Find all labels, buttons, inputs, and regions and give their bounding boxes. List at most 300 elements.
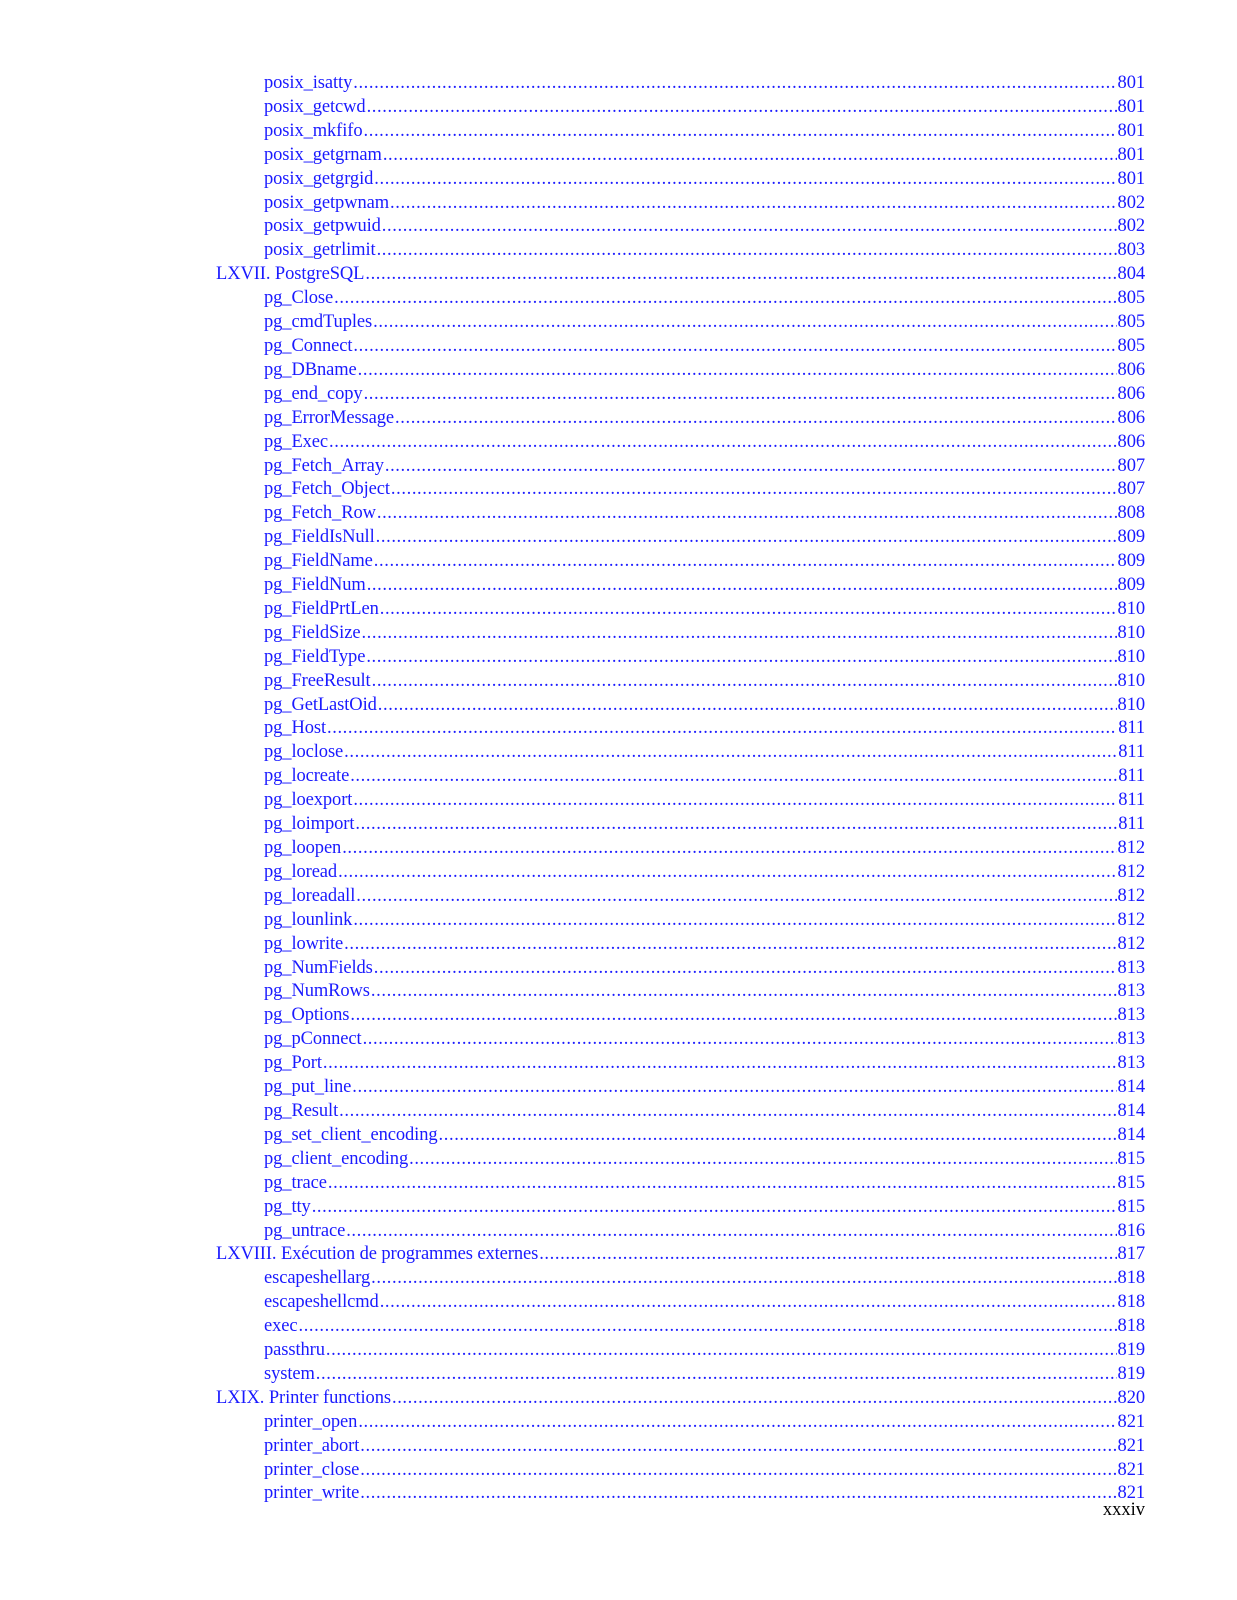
toc-entry-link[interactable] [264,765,1145,789]
dot-leader [366,646,1116,670]
toc-entry-link[interactable] [264,1148,1145,1172]
toc-entry-link[interactable] [264,239,1145,263]
dot-leader [338,861,1116,885]
toc-entry-link[interactable] [264,287,1145,311]
toc-entry-title: pg_loexport [264,790,353,811]
dot-leader [376,526,1117,550]
toc-entry-page: 811 [1118,790,1145,811]
toc-entry-title: system [264,1363,315,1384]
toc-entry-page: 810 [1117,646,1145,667]
dot-leader [367,574,1117,598]
dot-leader [353,789,1117,813]
toc-entry-page: 812 [1117,861,1145,882]
toc-entry-title: pg_loreadall [264,885,356,906]
toc-entry-page: 809 [1117,575,1145,596]
toc-entry-title: pg_NumRows [264,981,370,1002]
toc-entry-title: pg_lounlink [264,909,353,930]
toc-entry [0,909,1237,933]
toc-entry-link[interactable] [216,1243,1145,1267]
dot-leader [364,120,1117,144]
dot-leader [329,431,1117,455]
toc-entry-page: 819 [1117,1340,1145,1361]
toc-entry-title: pg_client_encoding [264,1148,409,1169]
dot-leader [363,1028,1117,1052]
toc-entry [0,502,1237,526]
toc-entry-page: 815 [1117,1196,1145,1217]
toc-entry-link[interactable] [264,455,1145,479]
dot-leader [382,215,1117,239]
dot-leader [377,502,1117,526]
toc-entry-title: pg_Options [264,1005,350,1026]
toc-entry-page: 821 [1117,1483,1145,1504]
toc-entry-link[interactable] [264,1435,1145,1459]
toc-entry [0,1220,1237,1244]
dot-leader [356,885,1116,909]
dot-leader [371,1267,1116,1291]
toc-entry-page: 805 [1117,288,1145,309]
toc-entry [0,311,1237,335]
dot-leader [371,980,1117,1004]
page-number: xxxiv [1102,1500,1145,1520]
toc-entry [0,1124,1237,1148]
toc-entry-title: pg_Result [264,1100,339,1121]
toc-entry [0,1459,1237,1483]
toc-entry-page: 801 [1117,96,1145,117]
toc-entry-link[interactable] [264,646,1145,670]
toc-entry-link[interactable] [264,1076,1145,1100]
dot-leader [380,1291,1117,1315]
toc-entry [0,239,1237,263]
toc-entry-link[interactable] [264,144,1145,168]
toc-entry [0,789,1237,813]
toc-entry-page: 813 [1117,1005,1145,1026]
dot-leader [385,455,1117,479]
toc-entry-title: pg_put_line [264,1077,352,1098]
toc-entry-title: escapeshellcmd [264,1292,379,1313]
dot-leader [391,478,1117,502]
toc-entry-page: 810 [1117,670,1145,691]
toc-entry-link[interactable] [264,192,1145,216]
toc-entry-page: 801 [1117,120,1145,141]
toc-entry-title: pg_loopen [264,838,342,858]
toc-entry-page: 812 [1117,933,1145,954]
table-of-contents [0,72,1237,1506]
toc-entry-page: 806 [1117,407,1145,428]
toc-entry [0,1339,1237,1363]
toc-entry-link[interactable] [264,215,1145,239]
toc-entry-page: 814 [1117,1124,1145,1145]
dot-leader [374,168,1116,192]
toc-entry-link[interactable] [264,1482,1145,1506]
toc-entry-page: 803 [1117,240,1145,261]
toc-entry [0,837,1237,861]
toc-entry [0,335,1237,359]
toc-entry-page: 807 [1117,479,1145,500]
toc-entry [0,670,1237,694]
toc-entry-title: pg_Host [264,718,326,739]
dot-leader [353,335,1116,359]
toc-entry-link[interactable] [264,478,1145,502]
toc-entry-link[interactable] [264,1172,1145,1196]
toc-entry-page: 818 [1117,1268,1145,1289]
toc-entry-title: pg_loimport [264,814,355,835]
toc-entry [0,215,1237,239]
toc-entry-link[interactable] [264,813,1145,837]
toc-entry-link[interactable] [264,1339,1145,1363]
toc-entry-title: pg_tty [264,1196,311,1217]
toc-entry [0,455,1237,479]
dot-leader [344,933,1116,957]
toc-entry-page: 814 [1117,1100,1145,1121]
toc-entry-title: posix_mkfifo [264,120,363,141]
toc-entry-page: 810 [1117,622,1145,643]
toc-entry-link[interactable] [264,909,1145,933]
toc-entry-page: 815 [1117,1148,1145,1169]
toc-entry [0,1267,1237,1291]
toc-entry-link[interactable] [264,407,1145,431]
toc-entry-page: 821 [1117,1435,1145,1456]
dot-leader [390,192,1117,216]
dot-leader [439,1124,1117,1148]
toc-entry-page: 806 [1117,383,1145,404]
toc-entry-title: pg_FieldNum [264,575,366,596]
toc-entry [0,574,1237,598]
dot-leader [360,1435,1116,1459]
toc-entry-title: pg_Close [264,288,334,309]
toc-entry-title: pg_trace [264,1172,327,1193]
toc-entry [0,431,1237,455]
toc-entry [0,957,1237,981]
toc-entry-link[interactable] [264,574,1145,598]
toc-entry-title: posix_isatty [264,73,353,93]
toc-entry-link[interactable] [264,598,1145,622]
toc-entry-link[interactable] [264,789,1145,813]
toc-entry-title: pg_DBname [264,359,357,380]
toc-entry-link[interactable] [264,1267,1145,1291]
toc-entry [0,717,1237,741]
toc-entry-page: 818 [1117,1292,1145,1313]
toc-entry-page: 802 [1117,192,1145,213]
toc-entry-link[interactable] [264,1004,1145,1028]
toc-entry-page: 809 [1117,551,1145,572]
dot-leader [327,717,1117,741]
toc-entry [0,1291,1237,1315]
toc-chapter-entry [0,1387,1237,1411]
toc-entry-title: pg_ErrorMessage [264,407,395,428]
dot-leader [380,598,1117,622]
toc-entry-page: 811 [1118,742,1145,763]
toc-entry-page: 818 [1117,1316,1145,1337]
toc-entry-page: 812 [1117,885,1145,906]
toc-entry-page: 802 [1117,216,1145,237]
toc-entry-link[interactable] [264,1196,1145,1220]
toc-entry-title: pg_locreate [264,766,350,787]
toc-entry-link[interactable] [264,1363,1145,1387]
toc-entry-title: posix_getpwnam [264,192,390,213]
toc-entry-title: pg_untrace [264,1220,346,1241]
toc-entry [0,168,1237,192]
toc-entry-link[interactable] [264,120,1145,144]
toc-entry-title: pg_set_client_encoding [264,1124,438,1145]
toc-entry-link[interactable] [264,383,1145,407]
toc-entry-page: 819 [1117,1363,1145,1384]
toc-entry-page: 812 [1117,909,1145,930]
toc-entry-link[interactable] [264,694,1145,718]
toc-entry-page: 805 [1117,335,1145,356]
dot-leader [353,72,1116,96]
toc-entry-title: pg_pConnect [264,1029,362,1050]
dot-leader [358,1411,1116,1435]
toc-entry-title: pg_FieldType [264,646,366,667]
toc-chapter-entry [0,263,1237,287]
dot-leader [350,1004,1116,1028]
dot-leader [350,765,1117,789]
dot-leader [328,1172,1117,1196]
toc-entry-link[interactable] [264,550,1145,574]
toc-entry-page: 806 [1117,359,1145,380]
toc-entry-title: pg_Port [264,1053,322,1074]
dot-leader [298,1315,1116,1339]
toc-entry-title: posix_getcwd [264,96,366,117]
toc-entry-title: pg_cmdTuples [264,312,373,333]
toc-entry [0,1315,1237,1339]
dot-leader [355,813,1117,837]
toc-entry-title: pg_FieldSize [264,622,361,643]
dot-leader [312,1196,1117,1220]
toc-entry-link[interactable] [264,1220,1145,1244]
dot-leader [383,144,1117,168]
toc-entry-page: 815 [1117,1172,1145,1193]
toc-entry-title: pg_GetLastOid [264,694,377,715]
toc-entry-link[interactable] [264,1459,1145,1483]
toc-entry-title: printer_write [264,1483,360,1504]
toc-entry-link[interactable] [264,861,1145,885]
toc-entry-link[interactable] [264,1028,1145,1052]
toc-entry [0,192,1237,216]
toc-entry-title: pg_end_copy [264,383,363,404]
toc-entry-title: LXVII. PostgreSQL [216,264,365,285]
toc-entry-title: LXIX. Printer functions [216,1387,391,1408]
toc-entry-page: 813 [1117,957,1145,978]
toc-entry-page: 806 [1117,431,1145,452]
toc-entry-title: printer_close [264,1459,360,1480]
toc-entry-page: 807 [1117,455,1145,476]
dot-leader [392,1387,1117,1411]
dot-leader [374,957,1117,981]
dot-leader [409,1148,1116,1172]
toc-entry-page: 811 [1118,814,1145,835]
toc-entry [0,96,1237,120]
toc-entry-link[interactable] [264,741,1145,765]
toc-entry [0,741,1237,765]
toc-entry [0,694,1237,718]
toc-entry-link[interactable] [216,263,1145,287]
toc-entry-link[interactable] [264,1291,1145,1315]
toc-entry-link[interactable] [264,1100,1145,1124]
toc-entry-title: posix_getpwuid [264,216,381,237]
toc-entry [0,1028,1237,1052]
toc-entry-title: pg_NumFields [264,957,373,978]
toc-entry-link[interactable] [264,1411,1145,1435]
toc-entry [0,526,1237,550]
toc-entry-link[interactable] [264,957,1145,981]
dot-leader [373,311,1116,335]
toc-entry-title: pg_Fetch_Object [264,479,390,500]
toc-entry-title: pg_FieldName [264,551,373,572]
toc-entry [0,1482,1237,1506]
toc-entry [0,144,1237,168]
toc-entry-page: 811 [1118,718,1145,739]
toc-entry-page: 808 [1117,503,1145,524]
toc-entry-title: posix_getgrnam [264,144,382,165]
toc-entry-link[interactable] [264,933,1145,957]
toc-entry-title: printer_open [264,1411,358,1432]
toc-entry-page: 813 [1117,981,1145,1002]
toc-entry-title: pg_Exec [264,431,329,452]
toc-entry-link[interactable] [264,980,1145,1004]
toc-entry [0,1100,1237,1124]
toc-entry-link[interactable] [216,1387,1145,1411]
toc-entry [0,646,1237,670]
toc-entry-link[interactable] [264,837,1145,861]
toc-entry-title: pg_lowrite [264,933,344,954]
toc-entry-page: 811 [1118,766,1145,787]
dot-leader [374,550,1117,574]
toc-entry-link[interactable] [264,622,1145,646]
toc-entry-page: 810 [1117,598,1145,619]
toc-entry-link[interactable] [264,431,1145,455]
toc-entry-link[interactable] [264,311,1145,335]
toc-entry-page: 805 [1117,312,1145,333]
toc-entry-page: 801 [1117,73,1145,93]
toc-entry-page: 801 [1117,168,1145,189]
toc-entry [0,120,1237,144]
dot-leader [378,694,1117,718]
toc-entry [0,1196,1237,1220]
dot-leader [316,1363,1117,1387]
dot-leader [323,1052,1117,1076]
dot-leader [372,670,1117,694]
toc-entry [0,287,1237,311]
toc-entry [0,1411,1237,1435]
toc-entry-link[interactable] [264,885,1145,909]
toc-entry [0,980,1237,1004]
toc-entry-page: 801 [1117,144,1145,165]
toc-entry-title: pg_FreeResult [264,670,371,691]
dot-leader [346,1220,1116,1244]
toc-entry-page: 816 [1117,1220,1145,1241]
toc-entry-page: 813 [1117,1029,1145,1050]
toc-entry [0,72,1237,96]
toc-entry [0,407,1237,431]
toc-entry-title: posix_getgrgid [264,168,374,189]
toc-entry-link[interactable] [264,335,1145,359]
toc-entry [0,359,1237,383]
toc-entry [0,598,1237,622]
toc-entry-title: pg_FieldIsNull [264,527,375,548]
toc-entry [0,861,1237,885]
toc-entry-link[interactable] [264,1124,1145,1148]
toc-entry-title: pg_Fetch_Row [264,503,376,524]
dot-leader [334,287,1116,311]
toc-entry-link[interactable] [264,72,1145,96]
toc-entry [0,622,1237,646]
toc-entry-page: 817 [1117,1244,1145,1265]
toc-entry [0,478,1237,502]
toc-entry-title: LXVIII. Exécution de programmes externes [216,1244,539,1265]
toc-entry-title: pg_loread [264,861,338,882]
dot-leader [367,96,1117,120]
toc-entry [0,933,1237,957]
toc-entry [0,383,1237,407]
dot-leader [358,359,1117,383]
toc-entry-link[interactable] [264,96,1145,120]
toc-entry [0,1148,1237,1172]
toc-entry [0,550,1237,574]
toc-entry-link[interactable] [264,168,1145,192]
toc-entry-link[interactable] [264,717,1145,741]
dot-leader [360,1459,1116,1483]
dot-leader [377,239,1117,263]
toc-entry [0,1363,1237,1387]
toc-entry [0,813,1237,837]
toc-entry-link[interactable] [264,502,1145,526]
toc-entry-title: pg_FieldPrtLen [264,598,379,619]
toc-entry [0,1004,1237,1028]
toc-entry-title: pg_Fetch_Array [264,455,384,476]
toc-entry-link[interactable] [264,526,1145,550]
dot-leader [352,1076,1116,1100]
dot-leader [365,263,1116,287]
dot-leader [395,407,1117,431]
toc-entry-link[interactable] [264,670,1145,694]
toc-entry-title: pg_Connect [264,335,353,356]
toc-entry-title: escapeshellarg [264,1268,371,1289]
toc-entry-page: 814 [1117,1077,1145,1098]
toc-entry-title: printer_abort [264,1435,360,1456]
toc-entry-link[interactable] [264,1315,1145,1339]
toc-entry-title: passthru [264,1340,325,1361]
toc-entry-link[interactable] [264,1052,1145,1076]
toc-entry [0,1052,1237,1076]
toc-entry-page: 821 [1117,1411,1145,1432]
toc-entry-page: 804 [1117,264,1145,285]
dot-leader [344,741,1117,765]
toc-entry-page: 820 [1117,1387,1145,1408]
dot-leader [326,1339,1117,1363]
dot-leader [539,1243,1116,1267]
dot-leader [364,383,1117,407]
dot-leader [342,837,1116,861]
toc-entry-page: 821 [1117,1459,1145,1480]
toc-entry [0,1076,1237,1100]
toc-entry-title: pg_loclose [264,742,344,763]
dot-leader [361,622,1116,646]
toc-chapter-entry [0,1243,1237,1267]
dot-leader [353,909,1116,933]
toc-entry-title: posix_getrlimit [264,240,376,261]
toc-entry-page: 813 [1117,1053,1145,1074]
toc-entry [0,1435,1237,1459]
dot-leader [339,1100,1116,1124]
toc-entry-link[interactable] [264,359,1145,383]
toc-entry [0,1172,1237,1196]
toc-entry [0,765,1237,789]
toc-entry-page: 810 [1117,694,1145,715]
toc-entry-page: 812 [1117,838,1145,858]
toc-entry-title: exec [264,1316,298,1337]
toc-entry-page: 809 [1117,527,1145,548]
